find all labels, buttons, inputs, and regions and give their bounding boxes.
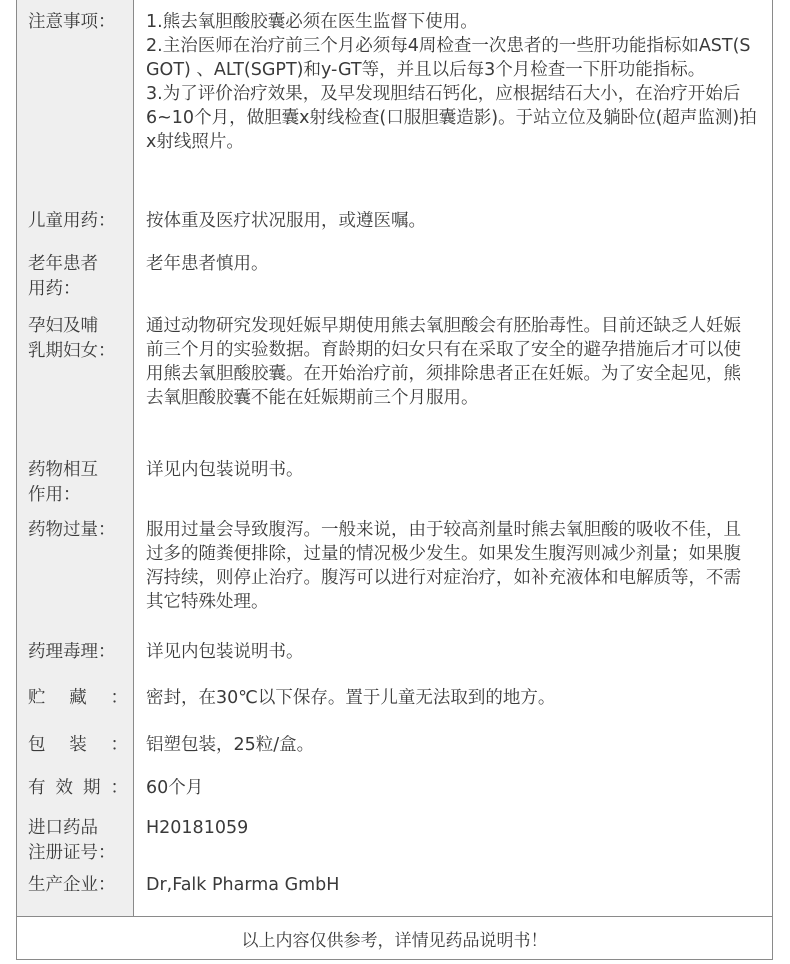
row-label: 老年患者 用药： bbox=[28, 254, 98, 299]
row-label: 贮藏： bbox=[28, 688, 128, 708]
row-value: H20181059 bbox=[146, 818, 249, 838]
row-value: 按体重及医疗状况服用，或遵医嘱。 bbox=[146, 211, 426, 231]
row-label: 进口药品 注册证号： bbox=[28, 818, 116, 863]
row-value: 通过动物研究发现妊娠早期使用熊去氧胆酸会有胚胎毒性。目前还缺乏人妊娠前三个月的实验数据。育龄期的妇女只有在采取了安全的避孕措施后才可以使用熊去氧胆酸胶囊。在开始治疗前，须排除患者正在妊娠。为了安全起见，熊去氧胆酸胶囊不能在妊娠期前三个月服用。 bbox=[146, 316, 741, 408]
row-label: 药物过量： bbox=[28, 520, 116, 540]
row-value: 详见内包装说明书。 bbox=[146, 460, 304, 480]
row-value: 密封，在30℃以下保存。置于儿童无法取到的地方。 bbox=[146, 688, 556, 708]
row-value: 60个月 bbox=[146, 778, 204, 798]
row-label: 生产企业： bbox=[28, 875, 116, 895]
row-value: 详见内包装说明书。 bbox=[146, 642, 304, 662]
row-value: Dr,Falk Pharma GmbH bbox=[146, 875, 340, 895]
footer-note: 以上内容仅供参考，详情见药品说明书！ bbox=[241, 931, 548, 951]
row-value: 铝塑包装，25粒/盒。 bbox=[146, 735, 315, 755]
row-label: 药理毒理： bbox=[28, 642, 116, 662]
row-label: 药物相互 作用： bbox=[28, 460, 98, 505]
row-value: 1.熊去氧胆酸胶囊必须在医生监督下使用。 2.主治医师在治疗前三个月必须每4周检查一次患者的一些肝功能指标如AST(S GOT) 、ALT(SGPT)和y-GT等，并且以后每3个月检查一下肝功能指标。 3.为了评价治疗效果，及早发现胆结石钙化，应根据结石大小，在治疗开始后6~10个月，做胆囊x射线检查(口服胆囊造影)。于站立位及躺卧位(超声监测)拍x射线照片。 bbox=[146, 12, 757, 152]
drug-info-sheet bbox=[16, 0, 773, 960]
row-label: 孕妇及哺 乳期妇女： bbox=[28, 316, 116, 361]
row-label: 包装： bbox=[28, 735, 128, 755]
row-label: 儿童用药： bbox=[28, 211, 116, 231]
row-value: 服用过量会导致腹泻。一般来说，由于较高剂量时熊去氧胆酸的吸收不佳，且过多的随粪便排除，过量的情况极少发生。如果发生腹泻则减少剂量；如果腹泻持续，则停止治疗。腹泻可以进行对症治疗，如补充液体和电解质等，不需其它特殊处理。 bbox=[146, 520, 741, 612]
row-value: 老年患者慎用。 bbox=[146, 254, 269, 274]
row-label: 有效期： bbox=[28, 778, 128, 798]
row-label: 注意事项： bbox=[28, 12, 116, 32]
